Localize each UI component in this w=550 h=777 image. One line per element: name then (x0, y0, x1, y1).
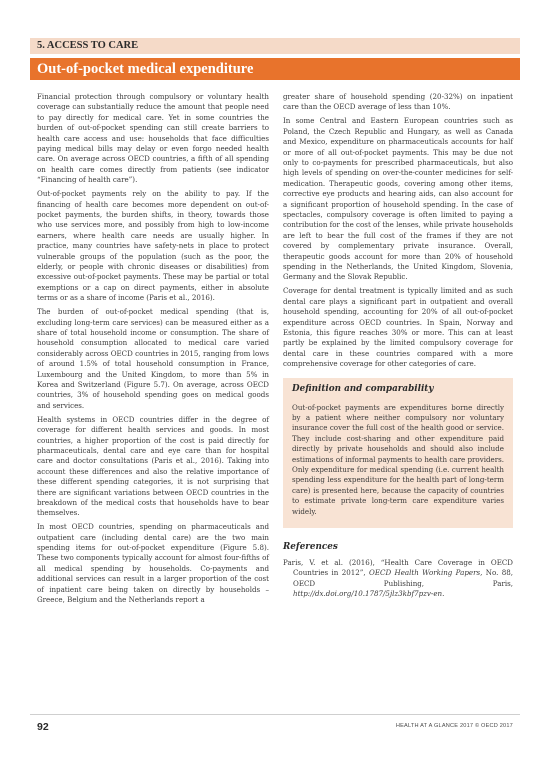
body-paragraph: The burden of out-of-pocket medical spending (that is, excluding long-term care services) can be measured either as a share of total household income or consumption. The share of household consumption allocated to medical care varied considerably across OECD countries in 2015, ranging from lows of around 1.5% of total household consumption in France, Luxembourg and the United Kingdom, to more than 5% in Korea and Switzerland (Figure 5.7). On average, across OECD countries, 3% of household spending goes on medical goods and services. (37, 307, 269, 410)
reference-entry (283, 558, 513, 600)
reference-series: OECD Health Working Papers (369, 568, 481, 578)
body-paragraph: Health systems in OECD countries differ in the degree of coverage for different health services and goods. In most countries, a higher proportion of the cost is paid directly for pharmaceuticals, dental care and eye care than for hospital care and doctor consultations (Paris et al., 2016). Taking into account these differences and also the relative importance of these different spending categories, it is not surprising that there are significant variations between OECD countries in the breakdown of the medical costs that households have to bear themselves. (37, 414, 269, 518)
definition-box (283, 378, 513, 528)
page-number: 92 (37, 721, 49, 733)
left-column (37, 92, 269, 609)
page-title: Out-of-pocket medical expenditure (37, 61, 254, 77)
section-title: 5. ACCESS TO CARE (37, 40, 139, 51)
footer-publication: HEALTH AT A GLANCE 2017 © OECD 2017 (395, 723, 513, 729)
body-paragraph: In most OECD countries, spending on pharmaceuticals and outpatient care (including dental care) are the two main spending items for out-of-pocket expenditure (Figure 5.8). These two components typically account for almost four-fifths of all medical spending by households. Co-payments and additional services can result in a larger proportion of the cost of inpatient care being taken on directly by households –Greece, Belgium and the Netherlands report a (37, 522, 269, 605)
body-paragraph: Coverage for dental treatment is typically limited and as such dental care plays a significant part in outpatient and overall household spending, accounting for 20% of all out-of-pocket expenditure across OECD countries. In Spain, Norway and Estonia, this figure reaches 30% or more. This can at least partly be explained by the limited compulsory coverage for dental care in these countries compared with a more comprehensive coverage for other categories of care. (283, 286, 513, 369)
definition-text: Out-of-pocket payments are expenditures borne directly by a patient where neither compulsory nor voluntary insurance cover the full cost of the health good or service. They include cost-sharing and other expenditure paid directly by private households and should also include estimations of informal payments to health care providers. Only expenditure for medical spending (i.e. current health spending less expenditure for the health part of long-term care) is presented here, because the capacity of countries to estimate private long-term care expenditure varies widely. (292, 402, 504, 516)
footer-divider (30, 714, 520, 715)
reference-text: Paris, V. et al. (2016), “Health Care Coverage in OECD Countries in 2012”, (283, 558, 513, 578)
references-section (283, 542, 513, 600)
references-title: References (283, 542, 338, 553)
reference-text: . (442, 589, 445, 599)
right-column (283, 92, 513, 603)
reference-link[interactable]: http://dx.doi.org/10.1787/5jlz3kbf7pzv-en (293, 589, 443, 599)
body-paragraph: Out-of-pocket payments rely on the ability to pay. If the financing of health care becomes more dependent on out-of-pocket payments, the burden shifts, in theory, towards those who use services more, and possibly from high to low-income earners, where health care needs are usually higher. In practice, many countries have safety-nets in place to protect vulnerable groups of the population (such as the poor, the elderly, or people with chronic diseases or disabilities) from excessive out-of-pocket payments. These may be partial or total exemptions or a cap on direct payments, either in absolute terms or as a share of income (Paris et al., 2016). (37, 189, 269, 303)
definition-title: Definition and comparability (292, 383, 434, 394)
body-paragraph: Financial protection through compulsory or voluntary health coverage can substantially reduce the amount that people need to pay directly for medical care. Yet in some countries the burden of out-of-pocket spending can still create barriers to health care access and use: households that face difficulties paying medical bills may delay or even forgo needed health care. On average across OECD countries, a fifth of all spending on health care comes directly from patients (see indicator “Financing of health care”). (37, 92, 269, 185)
body-paragraph: greater share of household spending (20-32%) on inpatient care than the OECD average of less than 10%. (283, 92, 513, 112)
reference-text: , No. 88, OECD Publishing, Paris, (293, 568, 514, 588)
body-paragraph: In some Central and Eastern European countries such as Poland, the Czech Republic and Hungary, as well as Canada and Mexico, expenditure on pharmaceuticals accounts for half or more of all out-of-pocket payments. This may be due not only to co-payments for prescribed pharmaceuticals, but also high levels of spending on over-the-counter medicines for self-medication. Therapeutic goods, covering among other items, corrective eye products and hearing aids, can also account for a significant proportion of household spending. In the case of spectacles, compulsory coverage is often limited to paying a contribution for the cost of the lenses, while private households are left to bear the full cost of the frames if they are not covered by complementary private insurance. Overall, therapeutic goods account for more than 20% of household spending in the Netherlands, the United Kingdom, Slovenia, Germany and the Slovak Republic. (283, 116, 514, 282)
